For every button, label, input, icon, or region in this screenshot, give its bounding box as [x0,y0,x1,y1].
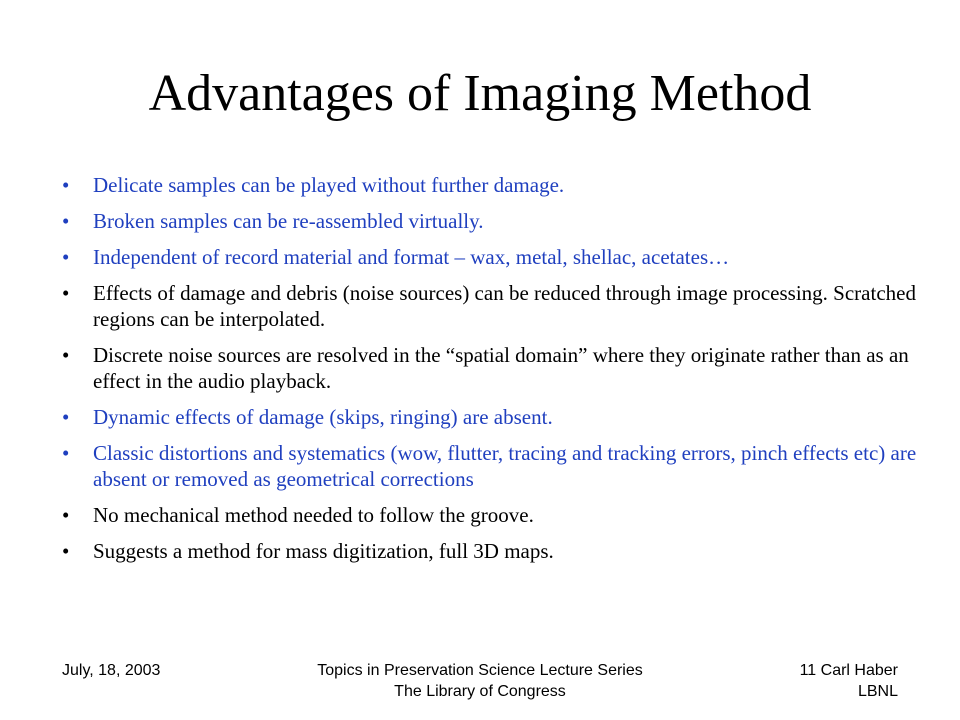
bullet-item [62,280,922,332]
bullet-item [62,404,922,430]
bullet-text: Independent of record material and format – wax, metal, shellac, acetates… [93,245,730,269]
bullet-icon: • [62,343,70,367]
bullet-icon: • [62,405,70,429]
bullet-item [62,440,922,492]
footer-lecture-series [280,660,680,702]
bullet-icon: • [62,539,70,563]
footer-institution: The Library of Congress [394,683,566,700]
bullet-icon: • [62,209,70,233]
footer-lab: LBNL [857,683,898,700]
bullet-text: Broken samples can be re-assembled virtually. [93,209,484,233]
bullet-icon: • [62,281,70,305]
bullet-item [62,342,922,394]
bullet-text: Delicate samples can be played without further damage. [93,173,565,197]
bullet-item [62,172,922,198]
bullet-text: Discrete noise sources are resolved in the “spatial domain” where they originate rather than as an effect in the audio playback. [93,343,909,393]
bullet-text: Dynamic effects of damage (skips, ringing) are absent. [93,405,553,429]
footer-page-author [800,660,898,702]
footer-page-and-author: 11 Carl Haber [799,662,898,679]
bullet-item [62,538,922,564]
bullet-item [62,208,922,234]
footer-series-title: Topics in Preservation Science Lecture Series [317,662,643,679]
bullet-icon: • [62,173,70,197]
bullet-icon: • [62,245,70,269]
bullet-icon: • [62,503,70,527]
bullet-text: Effects of damage and debris (noise sources) can be reduced through image processing. Scratched regions can be interpolated. [93,281,916,331]
footer-date: July, 18, 2003 [62,662,161,679]
bullet-item [62,502,922,528]
bullet-text: No mechanical method needed to follow the groove. [93,503,534,527]
bullet-text: Suggests a method for mass digitization, full 3D maps. [93,539,554,563]
bullet-text: Classic distortions and systematics (wow, flutter, tracing and tracking errors, pinch effects etc) are absent or removed as geometrical corrections [93,441,917,491]
bullet-item [62,244,922,270]
slide-title: Advantages of Imaging Method [148,65,812,122]
bullet-icon: • [62,441,70,465]
bullet-list [62,172,922,574]
